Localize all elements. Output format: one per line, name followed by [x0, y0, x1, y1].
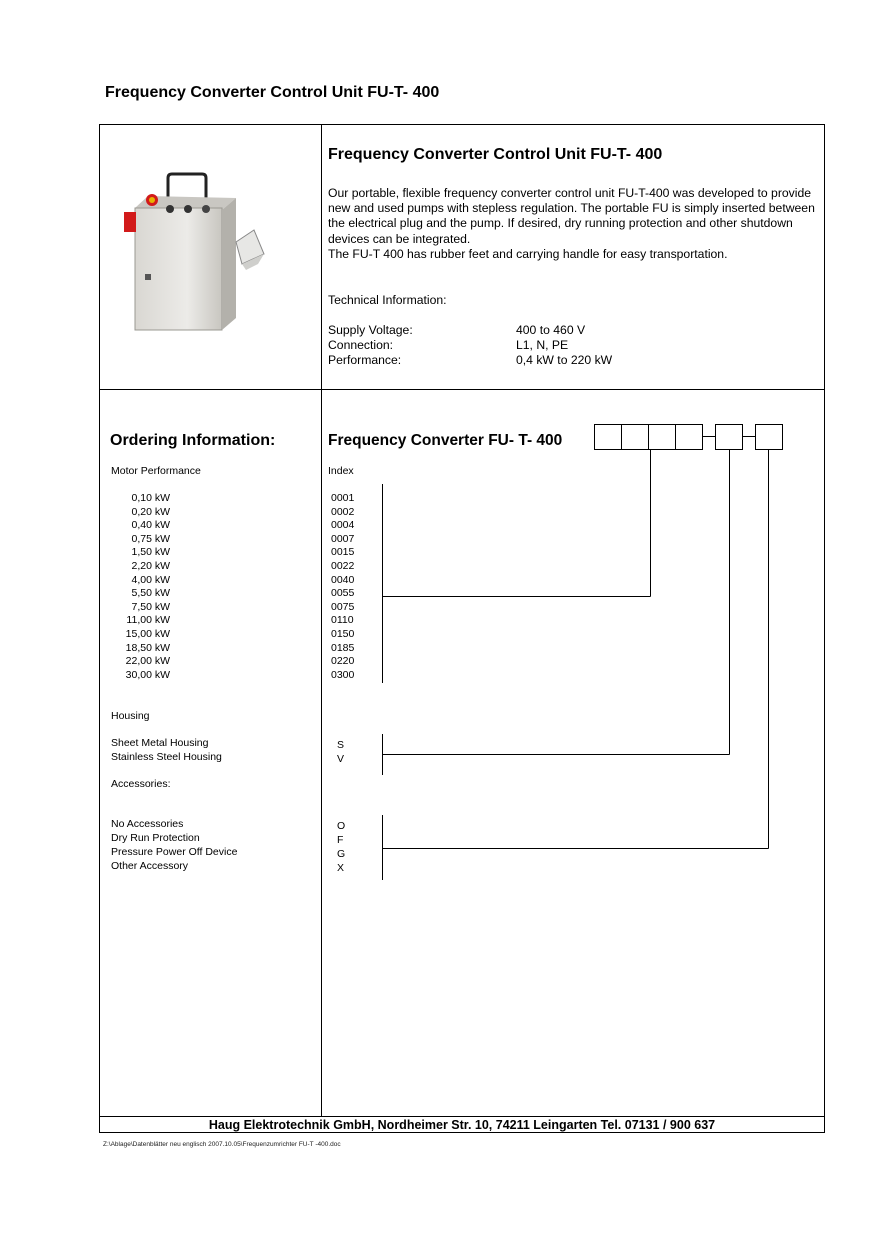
product-title: Frequency Converter Control Unit FU-T- 400 [328, 146, 663, 163]
motor-index: 0002 [331, 505, 355, 518]
motor-index: 0022 [331, 560, 355, 572]
housing-code: V [337, 753, 345, 765]
motor-kw: 7,50 kW [131, 600, 170, 613]
spec-value: 0,4 kW to 220 kW [516, 353, 613, 367]
motor-kw: 0,10 kW [131, 492, 170, 504]
motor-index: 0185 [331, 641, 355, 654]
ordering-code-label: Frequency Converter FU- T- 400 [328, 432, 563, 449]
motor-index: 0055 [331, 587, 355, 600]
spec-label: Performance: [328, 353, 402, 367]
housing-heading: Housing [111, 710, 150, 722]
motor-kw: 1,50 kW [131, 546, 170, 559]
accessories-heading: Accessories: [111, 778, 171, 790]
motor-kw: 0,20 kW [131, 505, 170, 518]
motor-kw: 5,50 kW [131, 587, 170, 600]
spec-label: Supply Voltage: [328, 323, 413, 337]
motor-kw: 0,75 kW [131, 532, 170, 545]
motor-kw: 30,00 kW [125, 668, 170, 681]
motor-kw: 11,00 kW [126, 614, 170, 627]
motor-index: 0075 [331, 600, 355, 613]
technical-heading: Technical Information: [328, 293, 447, 307]
motor-index: 0004 [331, 519, 355, 532]
ordering-heading: Ordering Information: [110, 432, 276, 449]
motor-kw: 15,00 kW [125, 628, 170, 640]
accessory-code: O [337, 820, 346, 832]
motor-kw: 4,00 kW [131, 573, 170, 586]
page-header: Frequency Converter Control Unit FU-T- 400 [105, 84, 440, 101]
company-footer: Haug Elektrotechnik GmbH, Nordheimer Str. 10, 74211 Leingarten Tel. 07131 / 900 637 [208, 1118, 716, 1132]
motor-index: 0007 [331, 532, 355, 545]
motor-kw: 0,40 kW [131, 519, 170, 532]
accessory-label: No Accessories [111, 818, 184, 830]
motor-kw: 2,20 kW [131, 560, 170, 572]
housing-label: Stainless Steel Housing [111, 751, 222, 763]
accessory-label: Pressure Power Off Device [111, 846, 238, 858]
motor-kw: 18,50 kW [125, 641, 170, 654]
spec-label: Connection: [328, 338, 394, 352]
description-paragraph: Our portable, flexible frequency converter control unit FU-T-400 was developed to provide new and used pumps with stepless regulation. The portable FU is simply inserted between the electrical plug and the pump. If desired, dry running protection and other shutdown devices can be integrated. [328, 186, 815, 246]
accessory-code: G [337, 848, 346, 860]
housing-code: S [337, 739, 345, 751]
accessory-label: Dry Run Protection [111, 832, 200, 844]
motor-index: 0040 [331, 573, 355, 586]
motor-kw: 22,00 kW [125, 655, 170, 668]
description-paragraph: The FU-T 400 has rubber feet and carrying handle for easy transportation. [328, 246, 728, 261]
accessory-code: F [337, 834, 344, 846]
accessory-label: Other Accessory [111, 860, 189, 872]
file-path: Z:\Ablage\Datenblätter neu englisch 2007.10.05\Frequenzumrichter FU-T -400.doc [103, 1141, 341, 1148]
spec-value: 400 to 460 V [516, 323, 586, 337]
accessory-code: X [337, 862, 345, 874]
index-heading: Index [328, 465, 354, 477]
motor-index: 0110 [331, 614, 354, 627]
motor-index: 0001 [331, 492, 355, 504]
spec-value: L1, N, PE [516, 338, 569, 352]
motor-index: 0300 [331, 668, 355, 681]
motor-index: 0150 [331, 628, 355, 640]
motor-index: 0220 [331, 655, 355, 668]
housing-label: Sheet Metal Housing [111, 737, 209, 749]
motor-heading: Motor Performance [111, 465, 201, 477]
motor-index: 0015 [331, 546, 355, 559]
